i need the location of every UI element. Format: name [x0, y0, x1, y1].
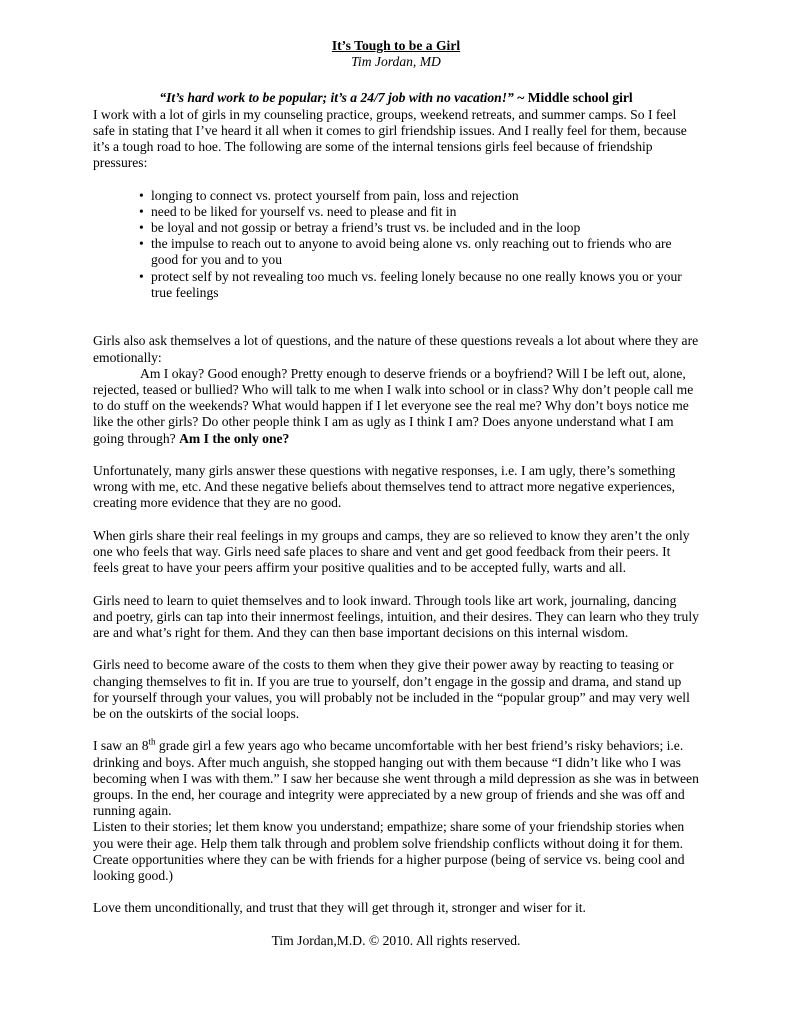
tensions-list: [93, 188, 699, 301]
body-paragraph: Unfortunately, many girls answer these questions with negative responses, i.e. I am ugly, there’s something wrong with me, etc. And these negative beliefs about themselves tend to attract more negative experiences, creating more evidence that they are no good.: [93, 463, 676, 511]
story-paragraph: [93, 738, 699, 819]
list-item-text: be loyal and not gossip or betray a friend’s trust vs. be included and in the loop: [151, 220, 581, 236]
epigraph: [93, 90, 699, 106]
document-title: It’s Tough to be a Girl: [331, 38, 461, 53]
list-item: [139, 188, 699, 204]
bullet-icon: •: [139, 203, 144, 219]
story-superscript: th: [148, 736, 156, 747]
story-start: I saw an 8: [93, 738, 149, 754]
document-page: [93, 38, 699, 949]
epigraph-quote: “It’s hard work to be popular; it’s a 24/7 job with no vacation!”: [159, 90, 514, 106]
list-item: [139, 269, 699, 301]
bullet-icon: •: [139, 187, 144, 203]
questions-intro-paragraph: Girls also ask themselves a lot of questions, and the nature of these questions reveals a lot about where they are emotionally:: [93, 333, 699, 365]
list-item-text: protect self by not revealing too much vs. feeling lonely because no one really knows you or your true feelings: [151, 268, 682, 300]
document-author: Tim Jordan, MD: [351, 54, 441, 70]
list-item-text: the impulse to reach out to anyone to avoid being alone vs. only reaching out to friends who are good for you and to you: [151, 236, 672, 268]
list-item: [139, 236, 699, 268]
closing-paragraph: Love them unconditionally, and trust that they will get through it, stronger and wiser for it.: [93, 900, 586, 916]
list-item-text: need to be liked for yourself vs. need to please and fit in: [151, 203, 457, 219]
epigraph-source: ~ Middle school girl: [513, 90, 633, 106]
bullet-icon: •: [139, 220, 144, 236]
bullet-icon: •: [139, 236, 144, 252]
list-item: [139, 220, 699, 236]
list-item-text: longing to connect vs. protect yourself from pain, loss and rejection: [151, 187, 519, 203]
questions-emphasis: Am I the only one?: [179, 430, 290, 446]
body-paragraph: Girls need to become aware of the costs to them when they give their power away by reacting to teasing or changing themselves to fit in. If you are true to yourself, don’t engage in the gossip and drama, and stand up for yourself through your values, you will probably not be included in the “popular group” and may very well be on the outskirts of the social loops.: [93, 657, 690, 722]
body-paragraph: When girls share their real feelings in my groups and camps, they are so relieved to know they aren’t the only one who feels that way. Girls need safe places to share and vent and get good feedback from their peers. It feels great to have your peers affirm your positive qualities and to be accepted fully, warts and all.: [93, 527, 690, 576]
questions-text: Am I okay? Good enough? Pretty enough to deserve friends or a boyfriend? Will I be left out, alone, rejected, teased or bullied? Who will talk to me when I walk into school or in class? Why don’t people call me to do stuff on the weekends? What would happen if I let everyone see the real me? Why don’t boys notice me like the other girls? Do other people think I am as ugly as I think I am? Does anyone understand what I am going through?: [93, 365, 694, 446]
advice-paragraph: Listen to their stories; let them know you understand; empathize; share some of your friendship stories when you were their age. Help them talk through and problem solve friendship conflicts without doing it for them. Create opportunities where they can be with friends for a higher purpose (being of service vs. being cool and looking good.): [93, 819, 685, 884]
intro-paragraph: I work with a lot of girls in my counseling practice, groups, weekend retreats, and summer camps. So I feel safe in stating that I’ve heard it all when it comes to girl friendship issues. And I really feel for them, because it’s a tough road to hoe. The following are some of the internal tensions girls feel because of friendship pressures:: [93, 106, 687, 171]
copyright-footer: Tim Jordan,M.D. © 2010. All rights reserved.: [271, 932, 521, 948]
bullet-icon: •: [139, 268, 144, 284]
body-paragraph: Girls need to learn to quiet themselves and to look inward. Through tools like art work, journaling, dancing and poetry, girls can tap into their innermost feelings, intuition, and their desires. They can learn who they truly are and what’s right for them. And they can then base important decisions on this internal wisdom.: [93, 592, 699, 641]
questions-paragraph: [93, 366, 699, 447]
list-item: [139, 204, 699, 220]
story-rest: grade girl a few years ago who became uncomfortable with her best friend’s risky behaviors; i.e. drinking and boys. After much anguish, she stopped hanging out with them because “I didn’t like who I was becoming when I was with them.” I saw her because she went through a mild depression as she was in between groups. In the end, her courage and integrity were appreciated by a new group of friends and she was off and running again.: [93, 738, 699, 819]
